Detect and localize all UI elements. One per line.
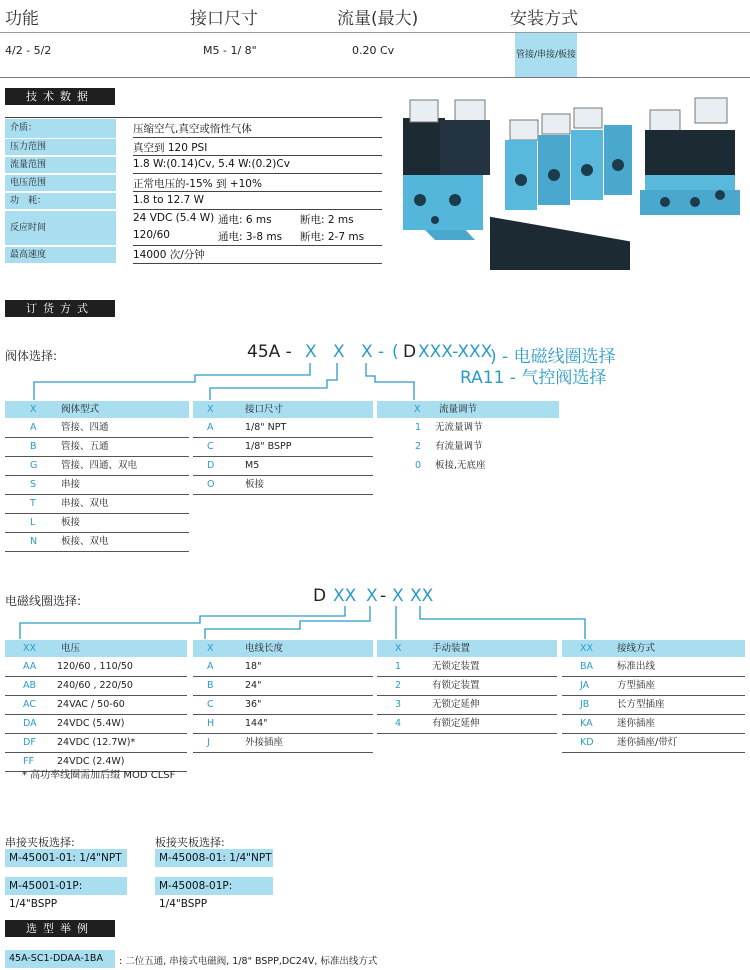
spec-label-flow: 流量范围 [5, 157, 116, 173]
manual-override-header-code: X [395, 643, 402, 654]
table-row: DA 24VDC (5.4W) [5, 715, 187, 734]
spec-value-response-dc-on: 通电: 6 ms [218, 214, 272, 226]
coil-code-d: D [313, 586, 327, 606]
table-row: A 管接、四通 [5, 419, 189, 438]
table-row: L 板接 [5, 514, 189, 533]
series-manifold-label: 串接夹板选择: [5, 836, 75, 849]
spec-label-pressure: 压力范围 [5, 139, 116, 155]
table-row: 1 无流量调节 [415, 422, 483, 433]
coil-select-label: 电磁线圈选择: [5, 594, 82, 608]
order-code-d: D [403, 342, 417, 362]
spec-value-response-dc-off: 断电: 2 ms [300, 214, 354, 226]
spec-value-speed: 14000 次/分钟 [133, 249, 205, 261]
valve-type-header-code: X [30, 404, 37, 415]
single-valve-image [403, 100, 490, 240]
table-row: S 串接 [5, 476, 189, 495]
order-connector-lines [0, 360, 420, 405]
table-row: AA 120/60 , 110/50 [5, 658, 187, 677]
table-row: AC 24VAC / 50-60 [5, 696, 187, 715]
table-row: 3 无锁定延伸 [377, 696, 557, 715]
header-function: 功能 [5, 9, 39, 29]
table-row: A 18" [193, 658, 373, 677]
plate-manifold-item: M-45008-01: 1/4"NPT [155, 849, 273, 867]
table-row: J 外接插座 [193, 734, 373, 753]
manifold-valves-image [490, 108, 632, 270]
table-row: 0 板接,无底座 [415, 460, 486, 471]
table-row: FF 24VDC (2.4W) [5, 753, 187, 772]
order-code-ra: RA11 - 气控阀选择 [460, 368, 607, 388]
order-code-prefix: 45A - [247, 342, 292, 362]
header-mounting: 安装方式 [510, 9, 578, 29]
table-row: A 1/8" NPT [193, 419, 373, 438]
order-code-x3: X - [361, 342, 385, 362]
voltage-header: 电压 [61, 643, 81, 654]
plate-valve-image [640, 98, 740, 215]
order-code-paren: ( [392, 342, 399, 362]
spec-label-medium: 介质： [5, 119, 116, 138]
table-row: KD 迷你插座/带灯 [562, 734, 745, 753]
spec-label-power: 功 耗： [5, 193, 116, 209]
voltage-header-code: XX [23, 643, 37, 654]
spec-value-response-ac: 120/60 [133, 229, 170, 241]
spec-value-response-ac-on: 通电: 3-8 ms [218, 231, 283, 243]
table-row: C 1/8" BSPP [193, 438, 373, 457]
table-row: 4 有锁定延伸 [377, 715, 557, 734]
order-code-x1: X [305, 342, 317, 362]
plate-manifold-label: 板接夹板选择: [155, 836, 225, 849]
port-size-header-code: X [207, 404, 214, 415]
coil-code-xx1: XX [333, 586, 357, 606]
table-row: 1 无锁定装置 [377, 658, 557, 677]
table-row: B 24" [193, 677, 373, 696]
table-row: AB 240/60 , 220/50 [5, 677, 187, 696]
table-row: O 板接 [193, 476, 373, 495]
table-row: N 板接、双电 [5, 533, 189, 552]
example-code: 45A-SC1-DDAA-1BA [5, 950, 115, 968]
spec-value-voltage: 正常电压的-15% 到 +10% [133, 178, 262, 190]
valve-select-label: 阀体选择: [5, 349, 58, 363]
example-title: 选型举例 [5, 920, 115, 937]
value-function: 4/2 - 5/2 [5, 44, 52, 57]
series-manifold-item: M-45001-01: 1/4"NPT [5, 849, 127, 867]
wire-length-header-code: X [207, 643, 214, 654]
spec-label-voltage: 电压范围 [5, 175, 116, 191]
series-manifold-item: M-45001-01P: 1/4"BSPP [5, 877, 127, 895]
coil-code-x2: X [392, 586, 404, 606]
flow-control-header: 流量调节 [439, 404, 478, 415]
manual-override-header: 手动装置 [432, 643, 471, 654]
spec-value-power: 1.8 to 12.7 W [133, 194, 205, 206]
coil-footnote: * 高功率线圈需加后缀 MOD CLSF [22, 770, 176, 781]
table-row: KA 迷你插座 [562, 715, 745, 734]
header-port-size: 接口尺寸 [190, 9, 258, 29]
spec-value-medium: 压缩空气,真空或惰性气体 [133, 123, 252, 135]
plate-manifold-item: M-45008-01P: 1/4"BSPP [155, 877, 273, 895]
value-flow: 0.20 Cv [352, 44, 395, 57]
table-row: 2 有锁定装置 [377, 677, 557, 696]
wire-length-header: 电线长度 [245, 643, 284, 654]
value-port-size: M5 - 1/ 8" [203, 44, 257, 57]
order-code-x2: X [333, 342, 345, 362]
wiring-header: 接线方式 [617, 643, 656, 654]
order-title: 订货方式 [5, 300, 115, 317]
table-row: B 管接、五通 [5, 438, 189, 457]
coil-code-x: X [366, 586, 378, 606]
table-row: G 管接、四通、双电 [5, 457, 189, 476]
table-row: BA 标准出线 [562, 658, 745, 677]
example-desc: : 二位五通, 串接式电磁阀, 1/8" BSPP,DC24V, 标准出线方式 [119, 956, 378, 967]
spec-value-response-ac-off: 断电: 2-7 ms [300, 231, 365, 243]
value-mounting: 管接/串接/板接 [515, 33, 577, 77]
coil-code-dash: - [380, 586, 387, 606]
table-row: D M5 [193, 457, 373, 476]
coil-code-xx2: XX [410, 586, 434, 606]
header-bottom-line [0, 77, 750, 78]
port-size-header: 接口尺寸 [245, 404, 284, 415]
header-flow: 流量(最大) [337, 9, 419, 29]
valve-type-header: 阀体型式 [61, 404, 100, 415]
header-divider [0, 32, 750, 33]
spec-value-pressure: 真空到 120 PSI [133, 142, 208, 154]
table-row: DF 24VDC (12.7W)* [5, 734, 187, 753]
spec-label-speed: 最高速度 [5, 247, 116, 263]
table-row: JB 长方型插座 [562, 696, 745, 715]
table-row: C 36" [193, 696, 373, 715]
spec-label-response: 反应时间 [5, 211, 116, 245]
table-row: 2 有流量调节 [415, 441, 483, 452]
table-row: JA 方型插座 [562, 677, 745, 696]
table-row: H 144" [193, 715, 373, 734]
spec-value-response-dc: 24 VDC (5.4 W) [133, 212, 215, 224]
spec-value-flow: 1.8 W:(0.14)Cv, 5.4 W:(0.2)Cv [133, 158, 290, 170]
tech-data-title: 技术数据 [5, 88, 115, 105]
table-row: T 串接、双电 [5, 495, 189, 514]
wiring-header-code: XX [580, 643, 594, 654]
order-code-coil-tail: ) - 电磁线圈选择 [490, 347, 616, 367]
order-code-coil: XXX-XXX [418, 342, 493, 362]
coil-connector-lines [0, 603, 640, 643]
product-images [395, 90, 750, 270]
flow-control-header-code: X [414, 404, 421, 415]
